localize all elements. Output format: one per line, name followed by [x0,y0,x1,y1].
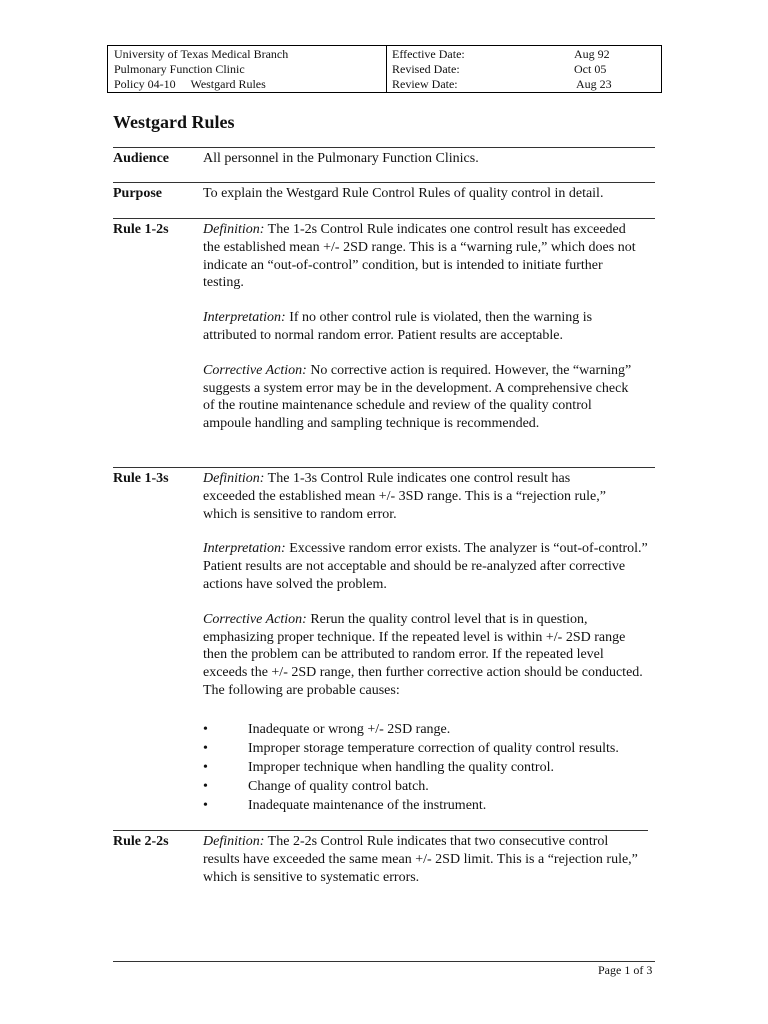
rule-1-3s-content [203,470,658,815]
rule-1-2s-content [203,221,643,433]
rule-2-2s-label: Rule 2-2s [113,834,169,849]
audience-body: All personnel in the Pulmonary Function Clinics. [203,151,479,166]
corrective-action-term: Corrective Action: [203,611,307,627]
revised-date-value: Oct 05 [574,62,607,76]
purpose-text [203,185,661,203]
rule-1-2s-label: Rule 1-2s [113,222,169,237]
page-title: Westgard Rules [113,112,235,132]
rule-1-3s-interpretation [203,540,658,593]
rule-1-3s-definition [203,470,608,523]
effective-date-value: Aug 92 [574,47,610,61]
definition-text: The 2-2s Control Rule indicates that two consecutive control results have exceeded the same mean +/- 2SD limit. This is a “rejection rule,” which is sensitive to systematic errors. [203,834,638,885]
corrective-action-text: Rerun the quality control level that is in question, emphasizing proper technique. If the repeated level is within +/- 2SD range then the problem can be attributed to random error. If the repeated level exceeds the +/- 2SD range, then further corrective action should be conducted. The following are probable causes: [203,611,643,698]
bullet-icon: • [203,797,208,813]
audience-label: Audience [113,151,169,166]
rule-1-2s-corrective-action [203,362,643,433]
rule-1-2s-interpretation [203,309,643,345]
audience-text [203,150,661,168]
section-divider [113,830,648,831]
rule-1-3s-label: Rule 1-3s [113,471,169,486]
cause-text: Change of quality control batch. [248,778,429,794]
interpretation-term: Interpretation: [203,310,286,326]
rule-2-2s-definition [203,833,643,886]
purpose-body: To explain the Westgard Rule Control Rules of quality control in detail. [203,186,604,201]
policy-id: Policy 04-10 Westgard Rules [114,77,266,91]
institution-name: University of Texas Medical Branch [114,47,289,61]
section-divider [113,182,655,183]
clinic-name: Pulmonary Function Clinic [114,62,245,76]
cause-text: Inadequate or wrong +/- 2SD range. [248,721,451,737]
cause-text: Inadequate maintenance of the instrument. [248,797,487,813]
purpose-label: Purpose [113,186,162,201]
document-header-table [107,45,662,93]
bullet-icon: • [203,740,208,756]
cause-text: Improper storage temperature correction of quality control results. [248,740,619,756]
list-item [203,758,658,777]
rule-2-2s-content [203,833,643,886]
list-item [203,796,658,815]
header-row [108,47,661,62]
bullet-icon: • [203,778,208,794]
definition-text: The 1-3s Control Rule indicates one control result has exceeded the established mean +/- 3SD range. This is a “rejection rule,” which is sensitive to random error. [203,471,606,522]
interpretation-term: Interpretation: [203,541,286,557]
corrective-action-term: Corrective Action: [203,362,307,378]
bullet-icon: • [203,759,208,775]
section-divider [113,218,655,219]
bullet-icon: • [203,721,208,737]
rule-1-2s-definition [203,221,643,292]
definition-term: Definition: [203,834,265,849]
corrective-action-text: No corrective action is required. However, the “warning” suggests a system error may be in the development. A comprehensive check of the routine maintenance schedule and review of the quality control ampoule handling and sampling technique is recommended. [203,362,632,432]
list-item [203,777,658,796]
footer-divider [113,961,655,962]
definition-term: Definition: [203,222,265,237]
definition-text: The 1-2s Control Rule indicates one control result has exceeded the established mean +/- 2SD range. This is a “warning rule,” which does not indicate an “out-of-control” condition, but is intended to initiate further testing. [203,222,636,291]
revised-date-label: Revised Date: [392,62,460,76]
list-item [203,739,658,758]
interpretation-text: If no other control rule is violated, then the warning is attributed to normal random error. Patient results are acceptable. [203,310,593,343]
review-date-value: Aug 23 [576,77,612,91]
page-number: Page 1 of 3 [598,963,653,977]
probable-causes-list [203,720,658,815]
cause-text: Improper technique when handling the quality control. [248,759,554,775]
section-divider [113,147,655,148]
review-date-label: Review Date: [392,77,458,91]
interpretation-text: Excessive random error exists. The analyzer is “out-of-control.” Patient results are not acceptable and should be re-analyzed after corrective actions have solved the problem. [203,541,648,592]
rule-1-3s-corrective-action [203,611,648,700]
header-row [108,77,661,92]
effective-date-label: Effective Date: [392,47,465,61]
list-item [203,720,658,739]
definition-term: Definition: [203,471,265,486]
header-row [108,62,661,77]
section-divider [113,467,655,468]
